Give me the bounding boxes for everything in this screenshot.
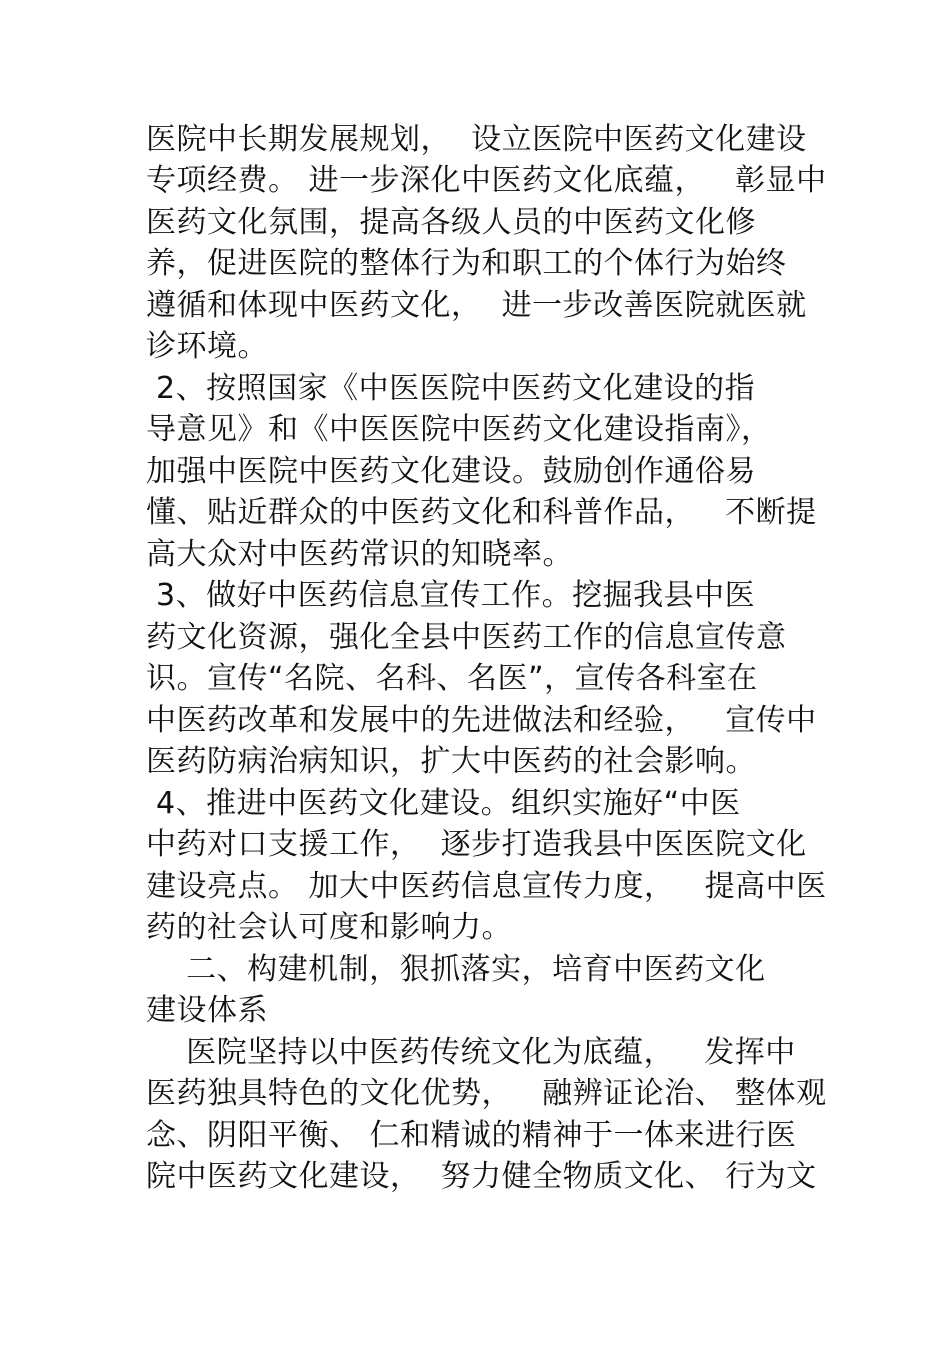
text-line: 养，促进医院的整体行为和职工的个体行为始终: [146, 246, 787, 281]
text-line: 遵循和体现中医药文化， 进一步改善医院就医就: [146, 288, 807, 323]
text-line: 建设体系: [146, 993, 268, 1028]
text-line: 药文化资源，强化全县中医药工作的信息宣传意: [146, 620, 787, 655]
text-line: 医院中长期发展规划， 设立医院中医药文化建设: [146, 122, 807, 157]
text-line: 导意见》和《中医医院中医药文化建设指南》，: [146, 412, 772, 447]
text-line: 中药对口支援工作， 逐步打造我县中医医院文化: [146, 827, 807, 862]
text-line: 院中医药文化建设， 努力健全物质文化、 行为文: [146, 1159, 817, 1194]
text-line: 诊环境。: [146, 329, 268, 364]
text-line: 高大众对中医药常识的知晓率。: [146, 537, 573, 572]
text-line: 识。宣传“名院、名科、名医”，宣传各科室在: [146, 661, 758, 696]
text-line: 建设亮点。 加大中医药信息宣传力度， 提高中医: [146, 869, 827, 904]
text-line: 3、做好中医药信息宣传工作。挖掘我县中医: [146, 578, 756, 613]
text-line: 医药防病治病知识，扩大中医药的社会影响。: [146, 744, 756, 779]
text-line: 专项经费。 进一步深化中医药文化底蕴， 彰显中: [146, 163, 827, 198]
text-line: 医药独具特色的文化优势， 融辨证论治、 整体观: [146, 1076, 827, 1111]
text-line: 2、按照国家《中医医院中医药文化建设的指: [146, 371, 756, 406]
text-line: 念、阴阳平衡、 仁和精诚的精神于一体来进行医: [146, 1118, 797, 1153]
text-line: 医药文化氛围，提高各级人员的中医药文化修: [146, 205, 756, 240]
text-line: 懂、贴近群众的中医药文化和科普作品， 不断提: [146, 495, 817, 530]
text-line: 加强中医院中医药文化建设。鼓励创作通俗易: [146, 454, 756, 489]
text-line: 二、构建机制，狠抓落实，培育中医药文化: [146, 952, 766, 987]
text-line: 4、推进中医药文化建设。组织实施好“中医: [146, 786, 741, 821]
text-line: 中医药改革和发展中的先进做法和经验， 宣传中: [146, 703, 817, 738]
text-line: 医院坚持以中医药传统文化为底蕴， 发挥中: [146, 1035, 796, 1070]
text-line: 药的社会认可度和影响力。: [146, 910, 512, 945]
